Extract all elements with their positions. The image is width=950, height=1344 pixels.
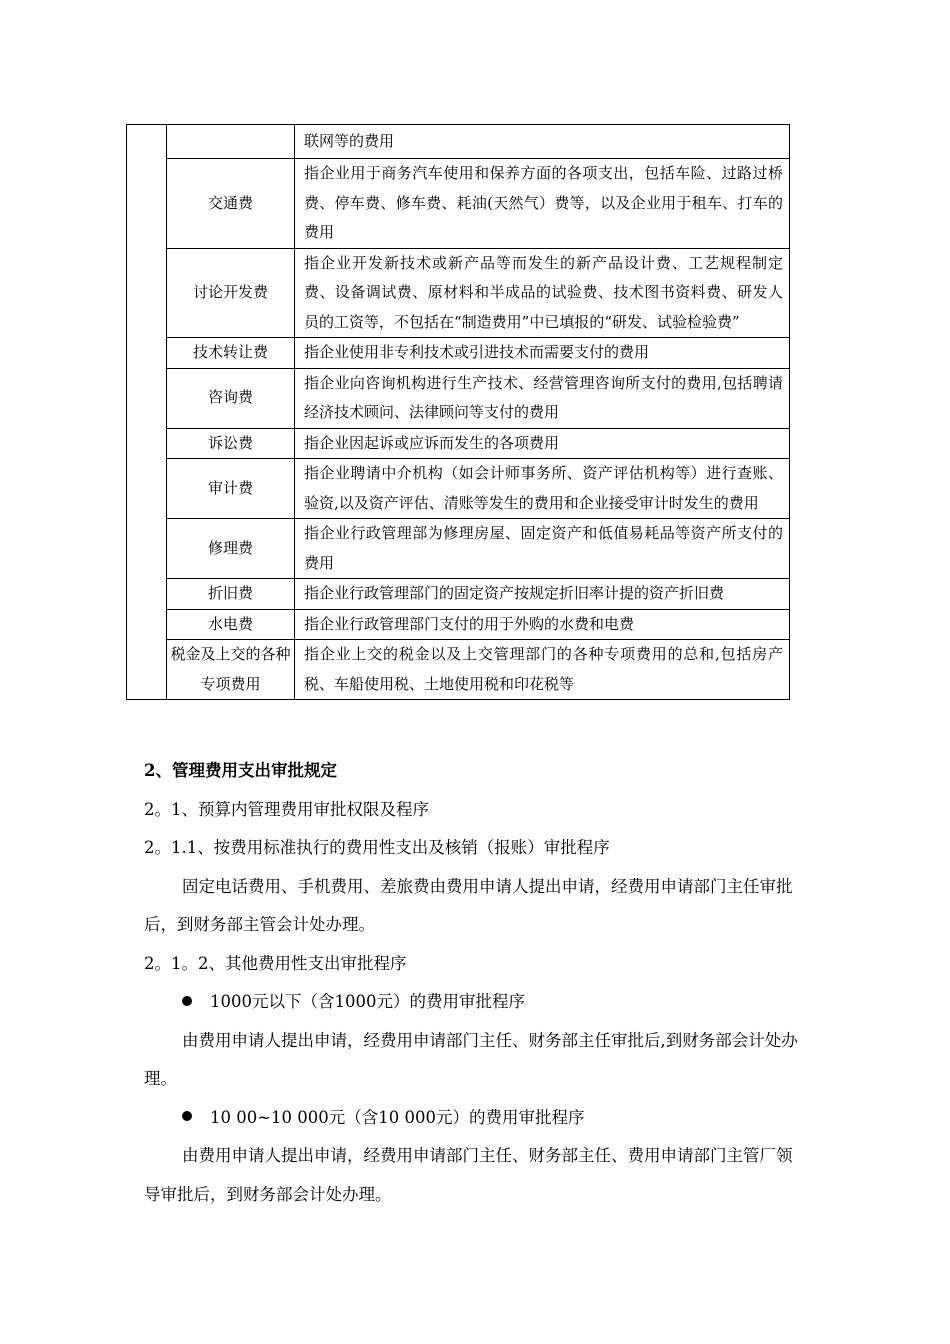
table-row [127,640,790,700]
subsection-heading: 2。1、预算内管理费用审批权限及程序 [144,799,429,819]
bullet-item [144,1099,808,1138]
fee-name-cell [167,125,295,159]
paragraph: 由费用申请人提出申请，经费用申请部门主任、财务部主任、费用申请部门主管厂领导审批后，到财务部会计处办理。 [144,1146,793,1204]
bullet-text: 1000元以下（含1000元）的费用审批程序 [210,992,525,1011]
table-row [127,459,790,519]
fee-name-cell: 税金及上交的各种专项费用 [167,640,295,700]
subsection-heading: 2。1。2、其他费用性支出审批程序 [144,953,407,973]
fee-name-cell: 咨询费 [167,368,295,428]
fee-desc-cell: 指企业行政管理部门的固定资产按规定折旧率计提的资产折旧费 [295,579,790,610]
table-row [127,609,790,640]
table-row [127,125,790,159]
fee-desc-cell: 联网等的费用 [295,125,790,159]
table-row [127,519,790,579]
fee-desc-cell: 指企业上交的税金以及上交管理部门的各种专项费用的总和,包括房产税、车船使用税、土地使用税和印花税等 [295,640,790,700]
section-heading: 2、管理费用支出审批规定 [144,761,337,780]
fee-name-cell: 水电费 [167,609,295,640]
fee-desc-cell: 指企业向咨询机构进行生产技术、经营管理咨询所支付的费用,包括聘请经济技术顾问、法律顾问等支付的费用 [295,368,790,428]
category-cell [127,125,167,700]
fee-name-cell: 讨论开发费 [167,248,295,338]
fee-desc-cell: 指企业开发新技术或新产品等而发生的新产品设计费、工艺规程制定费、设备调试费、原材料和半成品的试验费、技术图书资料费、研发人员的工资等，不包括在“制造费用”中已填报的“研发、试验检验费” [295,248,790,338]
table-row [127,248,790,338]
fee-desc-cell: 指企业行政管理部门支付的用于外购的水费和电费 [295,609,790,640]
fee-name-cell: 交通费 [167,159,295,249]
expense-table [126,124,790,700]
fee-desc-cell: 指企业因起诉或应诉而发生的各项费用 [295,428,790,459]
bullet-dot-icon [182,996,192,1006]
paragraph: 由费用申请人提出申请，经费用申请部门主任、财务部主任审批后,到财务部会计处办理。 [144,1030,798,1088]
fee-name-cell: 修理费 [167,519,295,579]
fee-desc-cell: 指企业用于商务汽车使用和保养方面的各项支出，包括车险、过路过桥费、停车费、修车费、耗油(天然气）费等，以及企业用于租车、打车的费用 [295,159,790,249]
fee-name-cell: 折旧费 [167,579,295,610]
table-row [127,428,790,459]
fee-desc-cell: 指企业使用非专利技术或引进技术而需要支付的费用 [295,338,790,369]
fee-name-cell: 诉讼费 [167,428,295,459]
fee-desc-cell: 指企业聘请中介机构（如会计师事务所、资产评估机构等）进行查账、验资,以及资产评估、清账等发生的费用和企业接受审计时发生的费用 [295,459,790,519]
fee-desc-cell: 指企业行政管理部为修理房屋、固定资产和低值易耗品等资产所支付的费用 [295,519,790,579]
table-row [127,159,790,249]
paragraph: 固定电话费用、手机费用、差旅费由费用申请人提出申请，经费用申请部门主任审批后，到财务部主管会计处办理。 [144,876,793,934]
bullet-dot-icon [182,1111,192,1121]
fee-name-cell: 技术转让费 [167,338,295,369]
subsection-heading: 2。1.1、按费用标准执行的费用性支出及核销（报账）审批程序 [144,838,610,857]
approval-section [144,752,808,1214]
table-row [127,579,790,610]
bullet-text: 10 00~10 000元（含10 000元）的费用审批程序 [210,1107,585,1127]
table-row [127,368,790,428]
bullet-item [144,983,808,1022]
fee-name-cell: 审计费 [167,459,295,519]
table-row [127,338,790,369]
